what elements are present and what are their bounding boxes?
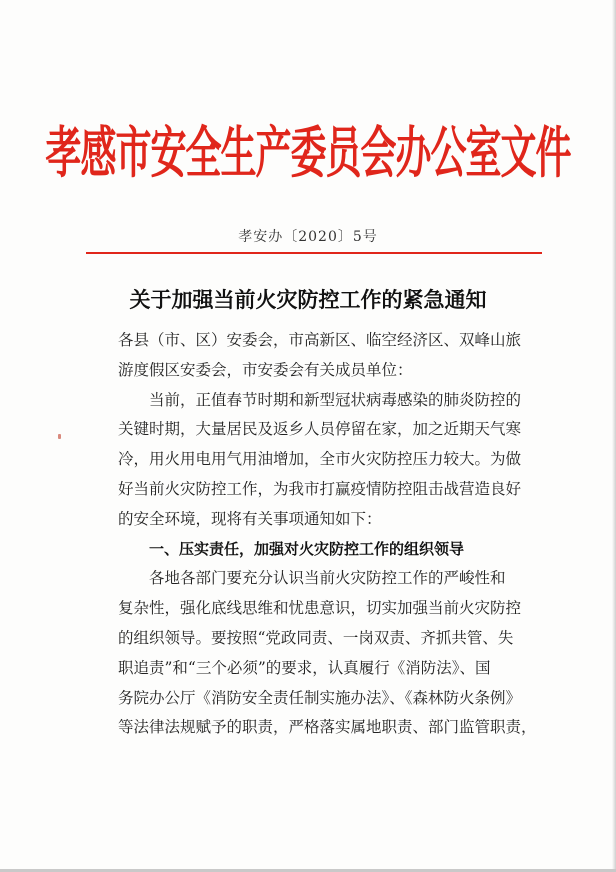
body-line: 职追责”和“三个必须”的要求，认真履行《消防法》、国 bbox=[118, 658, 491, 677]
body-line: 等法律法规赋予的职责，严格落实属地职责、部门监管职责， bbox=[118, 718, 537, 737]
body-line: 的安全环境，现将有关事项通知如下： bbox=[118, 509, 382, 528]
header-divider bbox=[86, 252, 542, 254]
body-line: 当前，正值春节时期和新型冠状病毒感染的肺炎防控的 bbox=[149, 390, 522, 409]
body-line: 好当前火灾防控工作，为我市打赢疫情防控阻击战营造良好 bbox=[118, 479, 522, 498]
document-body bbox=[118, 326, 548, 743]
body-line: 复杂性，强化底线思维和忧患意识，切实加强当前火灾防控 bbox=[118, 599, 522, 618]
body-line: 各地各部门要充分认识当前火灾防控工作的严峻性和 bbox=[149, 569, 506, 588]
section-heading: 一、压实责任，加强对火灾防控工作的组织领导 bbox=[149, 539, 465, 558]
body-line: 关键时期，大量居民及返乡人员停留在家，加之近期天气寒 bbox=[118, 420, 522, 439]
body-line: 各县（市、区）安委会，市高新区、临空经济区、双峰山旅 bbox=[118, 331, 522, 349]
body-line: 务院办公厅《消防安全责任制实施办法》、《森林防火条例》 bbox=[118, 688, 522, 707]
body-line: 冷，用火用电用气用油增加，全市火灾防控压力较大。为做 bbox=[118, 450, 522, 469]
document-header: 孝感市安全生产委员会办公室文件 bbox=[45, 122, 571, 186]
document-number: 孝安办〔2020〕5号 bbox=[238, 229, 378, 245]
body-line: 游度假区安委会，市安委会有关成员单位： bbox=[118, 360, 413, 379]
scan-speck bbox=[58, 434, 61, 439]
scan-edge bbox=[612, 0, 616, 872]
body-line: 的组织领导。要按照“党政同责、一岗双责、齐抓共管、失 bbox=[118, 628, 514, 647]
document-title: 关于加强当前火灾防控工作的紧急通知 bbox=[129, 287, 487, 312]
